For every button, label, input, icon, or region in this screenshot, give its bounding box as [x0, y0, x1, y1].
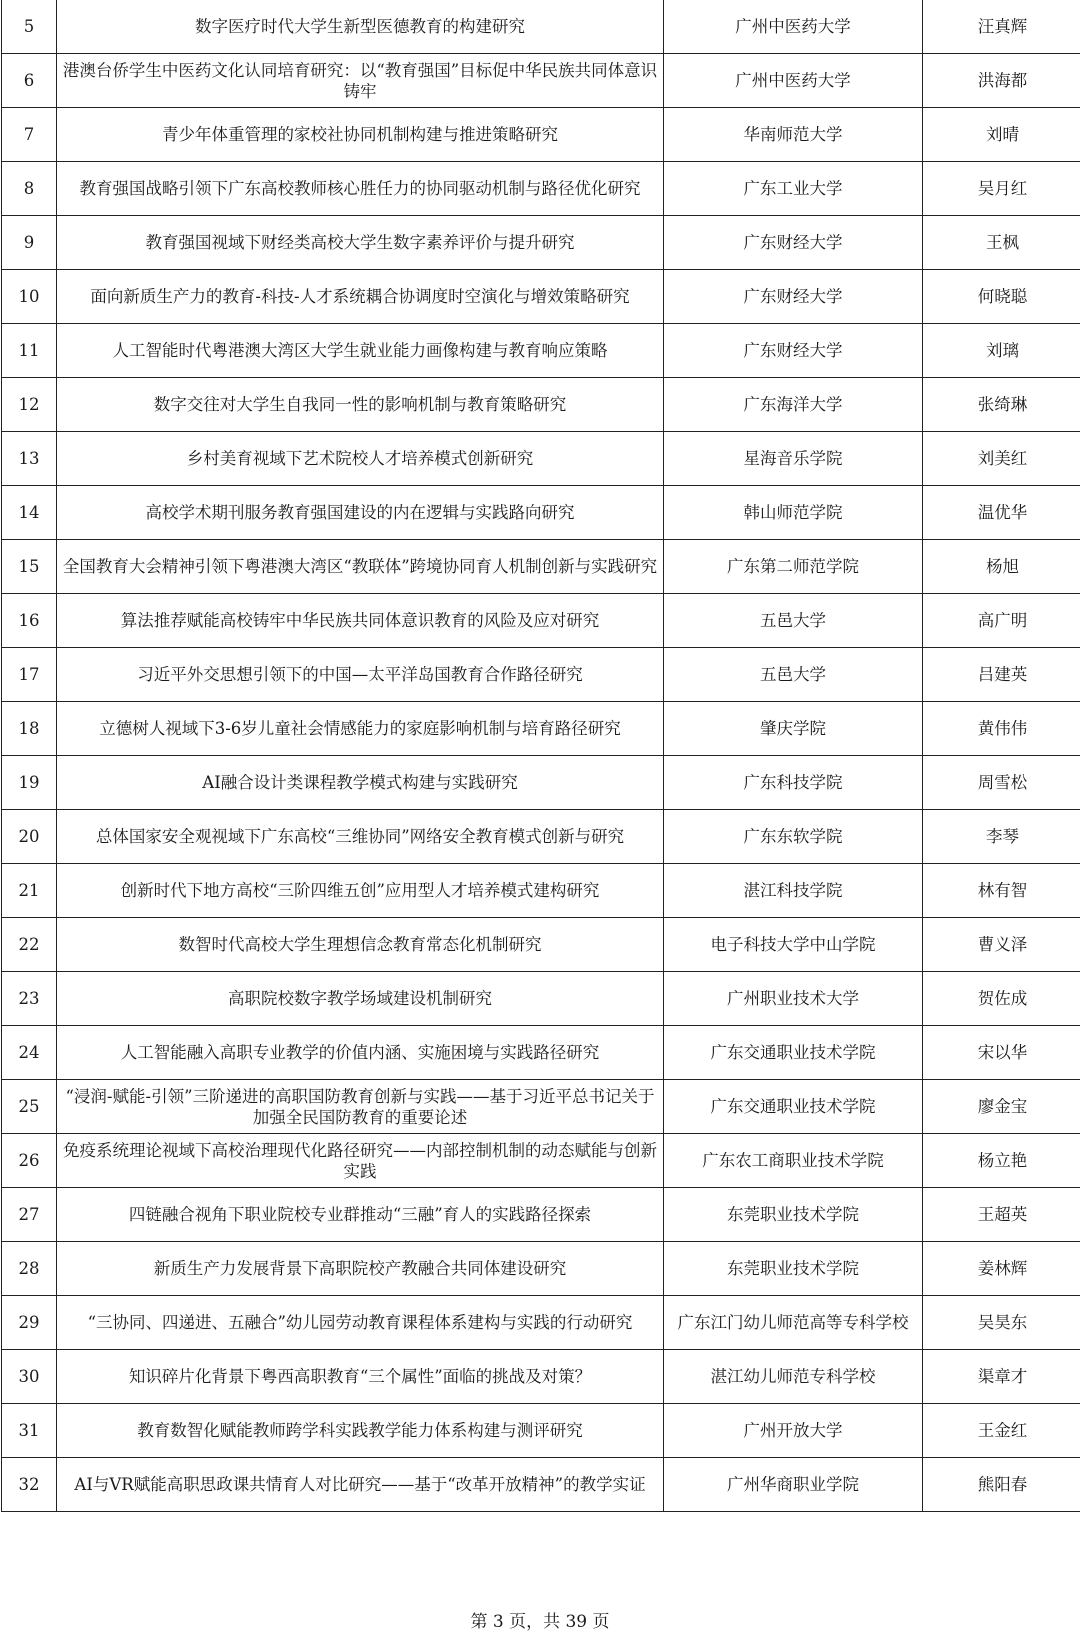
- institution-name: 广东东软学院: [664, 810, 923, 864]
- row-number: 27: [2, 1188, 57, 1242]
- project-title: 乡村美育视域下艺术院校人才培养模式创新研究: [57, 432, 664, 486]
- project-leader: 王超英: [923, 1188, 1080, 1242]
- table-row: [2, 810, 1080, 864]
- table-row: [2, 648, 1080, 702]
- institution-name: 广州中医药大学: [664, 54, 923, 108]
- table-row: [2, 1080, 1080, 1134]
- table-row: [2, 108, 1080, 162]
- project-title: 教育强国视域下财经类高校大学生数字素养评价与提升研究: [57, 216, 664, 270]
- institution-name: 东莞职业技术学院: [664, 1242, 923, 1296]
- project-title: 教育强国战略引领下广东高校教师核心胜任力的协同驱动机制与路径优化研究: [57, 162, 664, 216]
- institution-name: 韩山师范学院: [664, 486, 923, 540]
- row-number: 12: [2, 378, 57, 432]
- project-leader: 吕建英: [923, 648, 1080, 702]
- table-row: [2, 486, 1080, 540]
- table-row: [2, 270, 1080, 324]
- institution-name: 广东财经大学: [664, 216, 923, 270]
- institution-name: 东莞职业技术学院: [664, 1188, 923, 1242]
- row-number: 28: [2, 1242, 57, 1296]
- project-leader: 何晓聪: [923, 270, 1080, 324]
- table-row: [2, 594, 1080, 648]
- project-leader: 渠章才: [923, 1350, 1080, 1404]
- institution-name: 星海音乐学院: [664, 432, 923, 486]
- project-title: 港澳台侨学生中医药文化认同培育研究：以“教育强国”目标促中华民族共同体意识铸牢: [57, 54, 664, 108]
- institution-name: 广东海洋大学: [664, 378, 923, 432]
- project-title: “三协同、四递进、五融合”幼儿园劳动教育课程体系建构与实践的行动研究: [57, 1296, 664, 1350]
- institution-name: 广东农工商职业技术学院: [664, 1134, 923, 1188]
- row-number: 26: [2, 1134, 57, 1188]
- project-title: 数字交往对大学生自我同一性的影响机制与教育策略研究: [57, 378, 664, 432]
- project-title: 算法推荐赋能高校铸牢中华民族共同体意识教育的风险及应对研究: [57, 594, 664, 648]
- row-number: 11: [2, 324, 57, 378]
- row-number: 16: [2, 594, 57, 648]
- table-row: [2, 918, 1080, 972]
- institution-name: 湛江科技学院: [664, 864, 923, 918]
- institution-name: 广东财经大学: [664, 324, 923, 378]
- table-row: [2, 1242, 1080, 1296]
- row-number: 7: [2, 108, 57, 162]
- project-leader: 廖金宝: [923, 1080, 1080, 1134]
- project-title: 知识碎片化背景下粤西高职教育“三个属性”面临的挑战及对策？: [57, 1350, 664, 1404]
- institution-name: 广州开放大学: [664, 1404, 923, 1458]
- project-leader: 刘晴: [923, 108, 1080, 162]
- row-number: 24: [2, 1026, 57, 1080]
- project-leader: 汪真辉: [923, 0, 1080, 54]
- row-number: 13: [2, 432, 57, 486]
- project-table-body: [2, 0, 1080, 1512]
- table-row: [2, 540, 1080, 594]
- project-table: [1, 0, 1080, 1512]
- project-leader: 吴昊东: [923, 1296, 1080, 1350]
- project-title: 总体国家安全观视域下广东高校“三维协同”网络安全教育模式创新与研究: [57, 810, 664, 864]
- project-title: 教育数智化赋能教师跨学科实践教学能力体系构建与测评研究: [57, 1404, 664, 1458]
- row-number: 19: [2, 756, 57, 810]
- table-row: [2, 1296, 1080, 1350]
- table-row: [2, 864, 1080, 918]
- project-title: 免疫系统理论视域下高校治理现代化路径研究——内部控制机制的动态赋能与创新实践: [57, 1134, 664, 1188]
- institution-name: 电子科技大学中山学院: [664, 918, 923, 972]
- project-title: 面向新质生产力的教育-科技-人才系统耦合协调度时空演化与增效策略研究: [57, 270, 664, 324]
- institution-name: 湛江幼儿师范专科学校: [664, 1350, 923, 1404]
- table-row: [2, 1188, 1080, 1242]
- project-leader: 吴月红: [923, 162, 1080, 216]
- project-leader: 姜林辉: [923, 1242, 1080, 1296]
- project-leader: 刘美红: [923, 432, 1080, 486]
- row-number: 23: [2, 972, 57, 1026]
- table-row: [2, 54, 1080, 108]
- project-title: 立德树人视域下3-6岁儿童社会情感能力的家庭影响机制与培育路径研究: [57, 702, 664, 756]
- institution-name: 五邑大学: [664, 594, 923, 648]
- project-title: 高职院校数字教学场域建设机制研究: [57, 972, 664, 1026]
- institution-name: 广州华商职业学院: [664, 1458, 923, 1512]
- institution-name: 五邑大学: [664, 648, 923, 702]
- project-leader: 黄伟伟: [923, 702, 1080, 756]
- project-leader: 曹义泽: [923, 918, 1080, 972]
- project-title: “浸润-赋能-引领”三阶递进的高职国防教育创新与实践——基于习近平总书记关于加强全民国防教育的重要论述: [57, 1080, 664, 1134]
- row-number: 6: [2, 54, 57, 108]
- project-leader: 周雪松: [923, 756, 1080, 810]
- project-title: 四链融合视角下职业院校专业群推动“三融”育人的实践路径探索: [57, 1188, 664, 1242]
- project-leader: 杨旭: [923, 540, 1080, 594]
- institution-name: 广东科技学院: [664, 756, 923, 810]
- row-number: 14: [2, 486, 57, 540]
- table-row: [2, 756, 1080, 810]
- project-title: 数字医疗时代大学生新型医德教育的构建研究: [57, 0, 664, 54]
- table-row: [2, 702, 1080, 756]
- row-number: 17: [2, 648, 57, 702]
- row-number: 32: [2, 1458, 57, 1512]
- row-number: 5: [2, 0, 57, 54]
- table-row: [2, 1350, 1080, 1404]
- table-row: [2, 1026, 1080, 1080]
- page-footer: 第 3 页，共 39 页: [470, 1612, 610, 1632]
- institution-name: 广东第二师范学院: [664, 540, 923, 594]
- table-row: [2, 1134, 1080, 1188]
- project-title: AI与VR赋能高职思政课共情育人对比研究——基于“改革开放精神”的教学实证: [57, 1458, 664, 1512]
- institution-name: 华南师范大学: [664, 108, 923, 162]
- table-row: [2, 432, 1080, 486]
- project-leader: 温优华: [923, 486, 1080, 540]
- table-row: [2, 378, 1080, 432]
- project-leader: 张绮琳: [923, 378, 1080, 432]
- row-number: 10: [2, 270, 57, 324]
- row-number: 31: [2, 1404, 57, 1458]
- institution-name: 广东工业大学: [664, 162, 923, 216]
- project-leader: 洪海都: [923, 54, 1080, 108]
- project-title: 青少年体重管理的家校社协同机制构建与推进策略研究: [57, 108, 664, 162]
- project-title: 全国教育大会精神引领下粤港澳大湾区“教联体”跨境协同育人机制创新与实践研究: [57, 540, 664, 594]
- row-number: 22: [2, 918, 57, 972]
- row-number: 8: [2, 162, 57, 216]
- institution-name: 广州中医药大学: [664, 0, 923, 54]
- project-leader: 熊阳春: [923, 1458, 1080, 1512]
- row-number: 18: [2, 702, 57, 756]
- project-leader: 王枫: [923, 216, 1080, 270]
- project-leader: 高广明: [923, 594, 1080, 648]
- project-leader: 宋以华: [923, 1026, 1080, 1080]
- project-title: 习近平外交思想引领下的中国—太平洋岛国教育合作路径研究: [57, 648, 664, 702]
- project-title: 人工智能时代粤港澳大湾区大学生就业能力画像构建与教育响应策略: [57, 324, 664, 378]
- project-title: 高校学术期刊服务教育强国建设的内在逻辑与实践路向研究: [57, 486, 664, 540]
- row-number: 15: [2, 540, 57, 594]
- project-leader: 王金红: [923, 1404, 1080, 1458]
- project-leader: 李琴: [923, 810, 1080, 864]
- row-number: 29: [2, 1296, 57, 1350]
- project-leader: 林有智: [923, 864, 1080, 918]
- table-row: [2, 0, 1080, 54]
- project-title: AI融合设计类课程教学模式构建与实践研究: [57, 756, 664, 810]
- project-leader: 刘璃: [923, 324, 1080, 378]
- table-row: [2, 216, 1080, 270]
- row-number: 25: [2, 1080, 57, 1134]
- project-title: 创新时代下地方高校“三阶四维五创”应用型人才培养模式建构研究: [57, 864, 664, 918]
- institution-name: 广东交通职业技术学院: [664, 1026, 923, 1080]
- row-number: 9: [2, 216, 57, 270]
- institution-name: 广州职业技术大学: [664, 972, 923, 1026]
- institution-name: 广东江门幼儿师范高等专科学校: [664, 1296, 923, 1350]
- institution-name: 广东财经大学: [664, 270, 923, 324]
- project-leader: 杨立艳: [923, 1134, 1080, 1188]
- project-title: 新质生产力发展背景下高职院校产教融合共同体建设研究: [57, 1242, 664, 1296]
- project-title: 人工智能融入高职专业教学的价值内涵、实施困境与实践路径研究: [57, 1026, 664, 1080]
- table-row: [2, 1458, 1080, 1512]
- table-row: [2, 324, 1080, 378]
- project-leader: 贺佐成: [923, 972, 1080, 1026]
- row-number: 20: [2, 810, 57, 864]
- project-title: 数智时代高校大学生理想信念教育常态化机制研究: [57, 918, 664, 972]
- institution-name: 肇庆学院: [664, 702, 923, 756]
- row-number: 21: [2, 864, 57, 918]
- row-number: 30: [2, 1350, 57, 1404]
- table-row: [2, 1404, 1080, 1458]
- table-row: [2, 162, 1080, 216]
- institution-name: 广东交通职业技术学院: [664, 1080, 923, 1134]
- table-row: [2, 972, 1080, 1026]
